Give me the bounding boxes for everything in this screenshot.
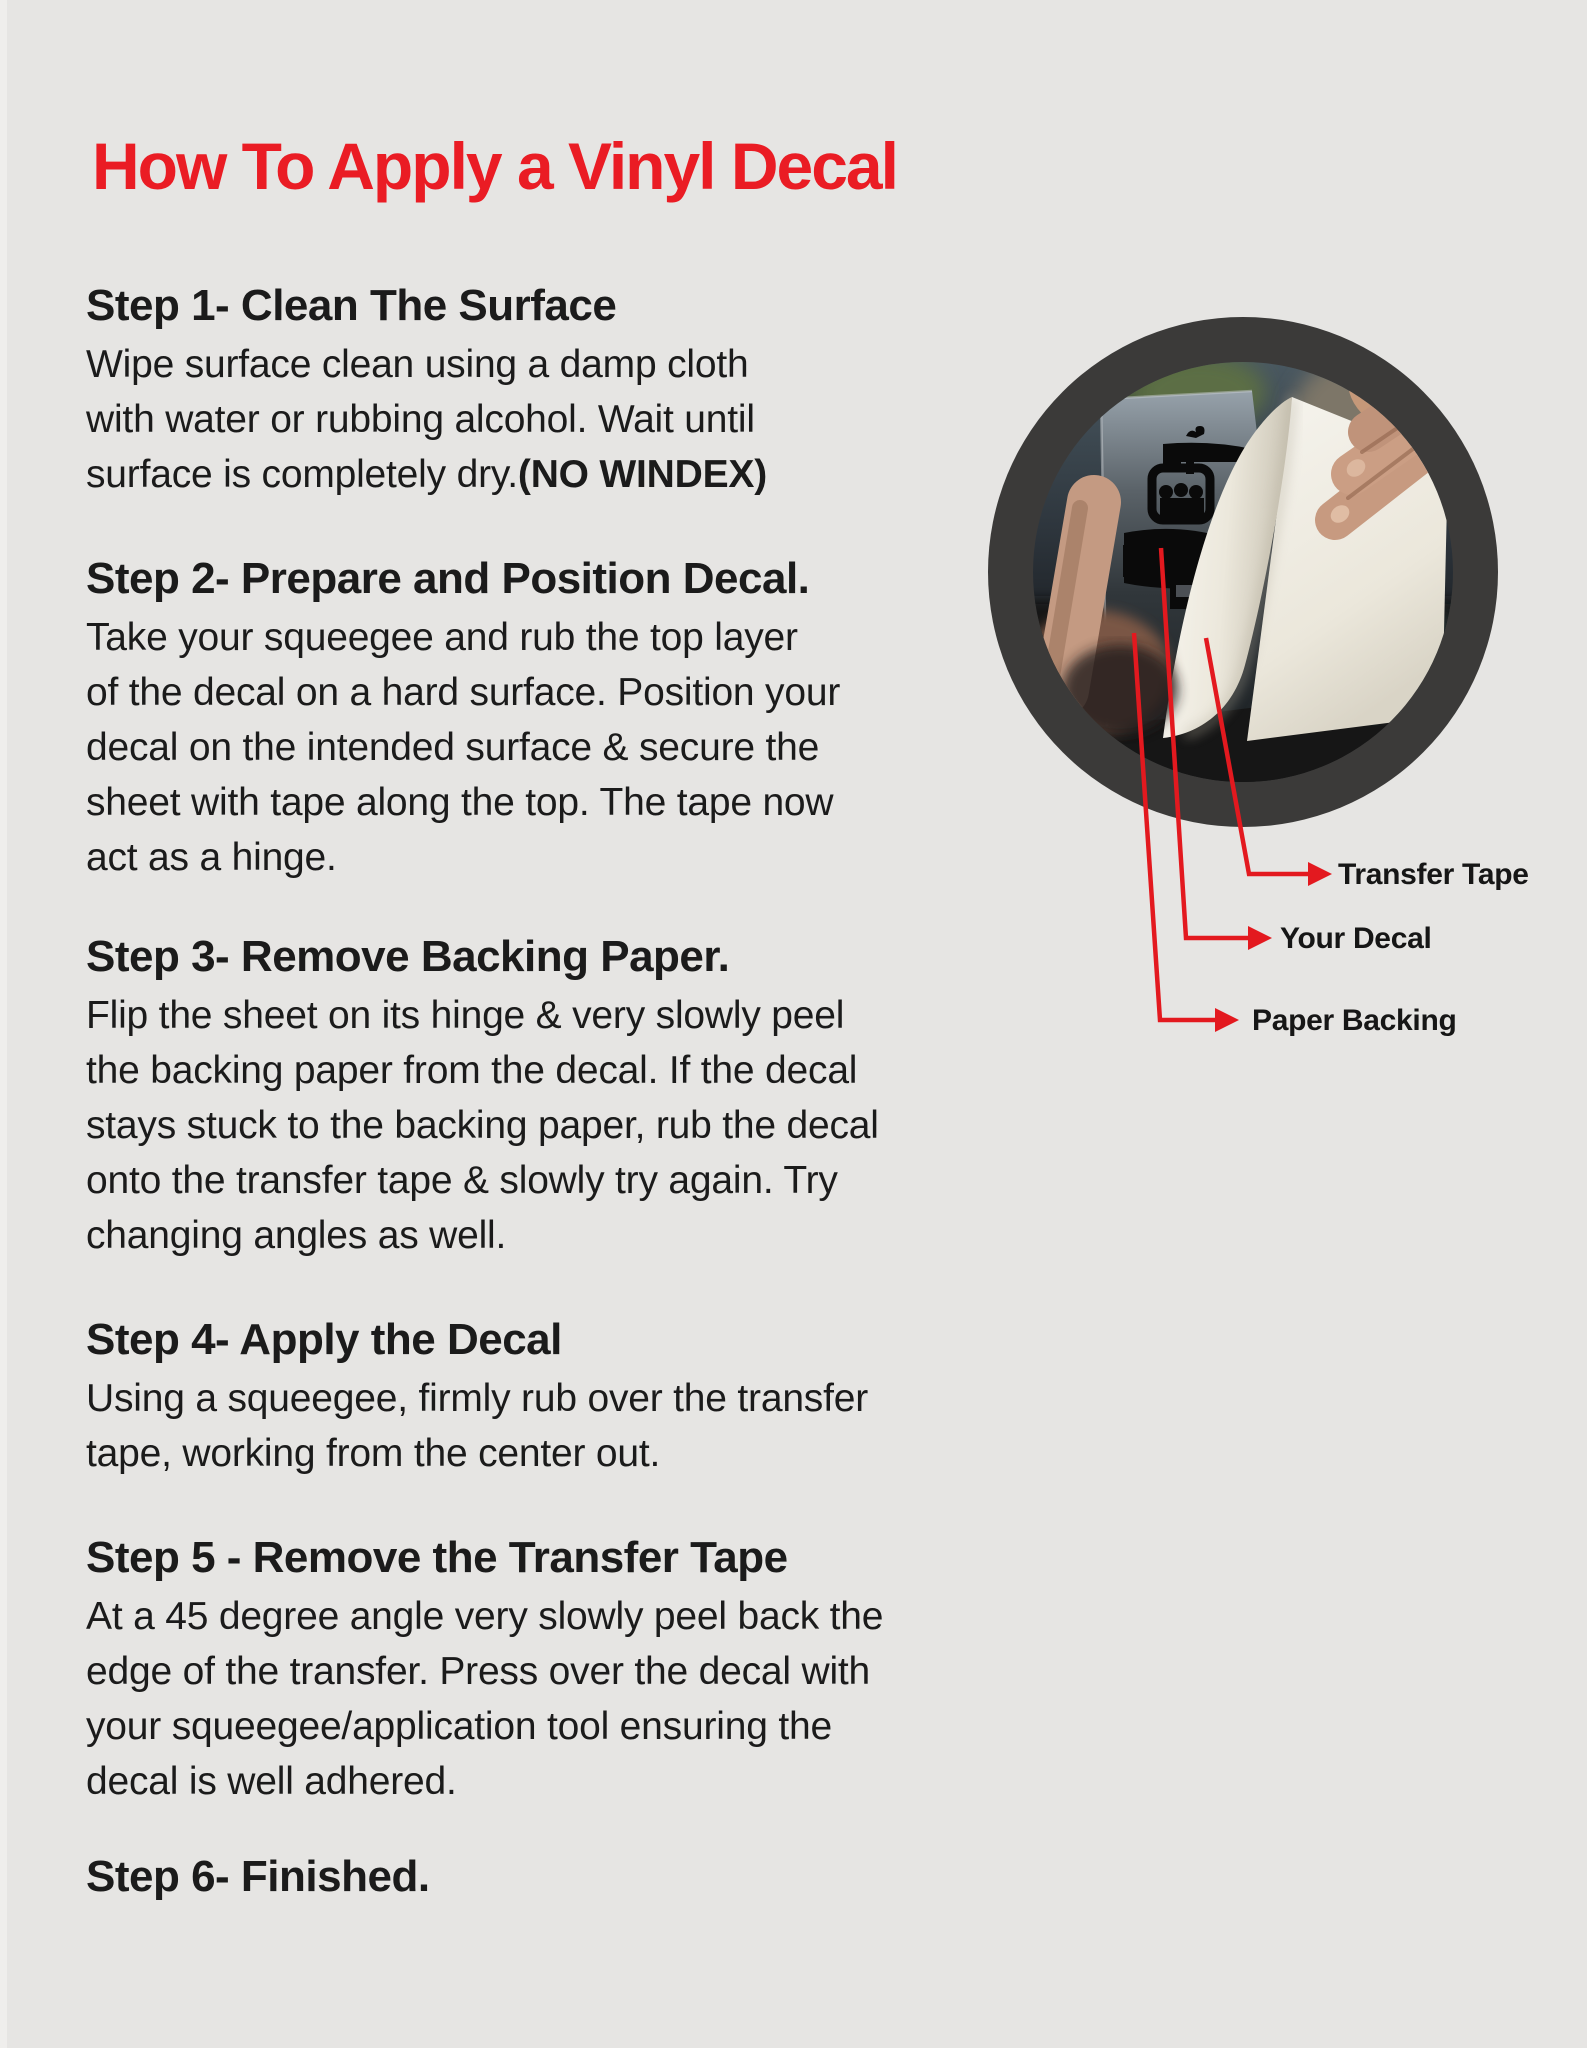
arrowhead-paper-backing bbox=[1215, 1008, 1239, 1032]
step-body-line: Flip the sheet on its hinge & very slowly peel bbox=[86, 994, 845, 1037]
step-body-line: Using a squeegee, firmly rub over the transfer bbox=[86, 1377, 869, 1420]
annotation-line-paper-backing bbox=[1134, 633, 1217, 1020]
step-body-line: Take your squeegee and rub the top layer bbox=[86, 616, 798, 659]
transfer-sheet-peeled bbox=[1163, 397, 1292, 738]
fold-shadow bbox=[1185, 397, 1292, 735]
step-body-line: tape, working from the center out. bbox=[86, 1432, 661, 1475]
decal-art-notch bbox=[1176, 585, 1192, 597]
foliage-blur bbox=[1095, 342, 1205, 414]
step-body-line: act as a hinge. bbox=[86, 836, 337, 879]
step-heading-4: Step 4- Apply the Decal bbox=[86, 1315, 562, 1364]
step-body-1 bbox=[86, 337, 1096, 502]
step-body-line: At a 45 degree angle very slowly peel back the bbox=[86, 1595, 884, 1638]
label-your-decal: Your Decal bbox=[1280, 922, 1432, 955]
step-body-line: of the decal on a hard surface. Position your bbox=[86, 671, 841, 714]
decal-sheet bbox=[1101, 391, 1289, 726]
step-body-line: the backing paper from the decal. If the decal bbox=[86, 1049, 858, 1092]
page-edge-strip bbox=[0, 0, 7, 2048]
background-blur bbox=[1290, 348, 1480, 492]
step-body-line: sheet with tape along the top. The tape now bbox=[86, 781, 834, 824]
chairlift-decal-art bbox=[1123, 412, 1282, 609]
label-transfer-tape: Transfer Tape bbox=[1338, 858, 1529, 891]
label-paper-backing: Paper Backing bbox=[1252, 1004, 1457, 1037]
step-body-3 bbox=[86, 988, 1096, 1263]
step-body-line: decal is well adhered. bbox=[86, 1760, 457, 1803]
arrowhead-your-decal bbox=[1248, 926, 1272, 950]
step-heading-3: Step 3- Remove Backing Paper. bbox=[86, 932, 730, 981]
step-heading-6: Step 6- Finished. bbox=[86, 1852, 430, 1901]
arrowhead-transfer-tape bbox=[1308, 862, 1332, 886]
step-body-line: surface is completely dry.(NO WINDEX) bbox=[86, 453, 768, 496]
page-title: How To Apply a Vinyl Decal bbox=[92, 129, 897, 203]
step-body-4 bbox=[86, 1371, 1096, 1481]
step-body-line: decal on the intended surface & secure the bbox=[86, 726, 820, 769]
step-body-line: stays stuck to the backing paper, rub the decal bbox=[86, 1104, 879, 1147]
step-heading-5: Step 5 - Remove the Transfer Tape bbox=[86, 1533, 788, 1582]
step-heading-1: Step 1- Clean The Surface bbox=[86, 281, 617, 330]
teal-patch bbox=[1325, 605, 1475, 715]
step-heading-2: Step 2- Prepare and Position Decal. bbox=[86, 554, 810, 603]
step-body-line: with water or rubbing alcohol. Wait until bbox=[86, 398, 755, 441]
annotation-line-transfer-tape bbox=[1206, 638, 1310, 874]
step-body-line: onto the transfer tape & slowly try again. Try bbox=[86, 1159, 838, 1202]
step-body-line: Wipe surface clean using a damp cloth bbox=[86, 343, 749, 386]
step-body-line: your squeegee/application tool ensuring the bbox=[86, 1705, 832, 1748]
step-body-line: edge of the transfer. Press over the decal with bbox=[86, 1650, 871, 1693]
transfer-sheet-flat bbox=[1247, 397, 1448, 741]
right-hand-fingers bbox=[1327, 326, 1508, 526]
foliage-blur bbox=[1134, 354, 1266, 430]
step-body-line: changing angles as well. bbox=[86, 1214, 507, 1257]
step-body-5 bbox=[86, 1589, 1096, 1809]
decal-sheet-edge bbox=[1101, 391, 1252, 726]
step-body-2 bbox=[86, 610, 1096, 885]
annotation-line-your-decal bbox=[1161, 548, 1250, 938]
